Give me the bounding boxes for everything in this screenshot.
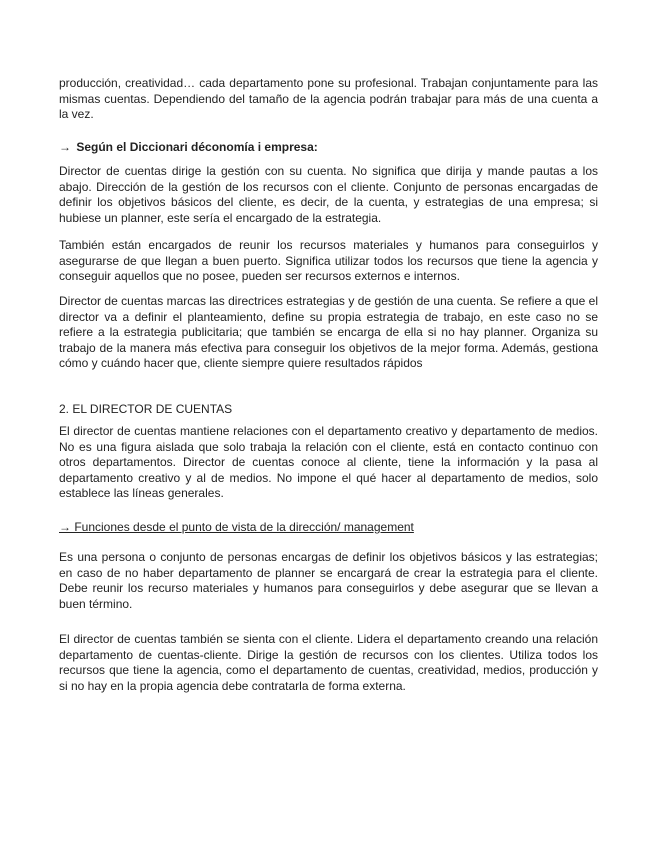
paragraph-director-dirige: Director de cuentas dirige la gestión con su cuenta. No significa que dirija y mande pautas a los abajo. Dirección de la gestión de los recursos con el cliente. Conjunto de personas encargadas de definir los objetivos básicos del cliente, es decir, de la cuenta, y estrategias de una empresa; si hubiese un planner, este sería el encargado de la estrategia. <box>59 164 598 225</box>
paragraph-directrices: Director de cuentas marcas las directrices estrategias y de gestión de una cuenta. Se refiere a que el director va a definir el planteamiento, define su propia estrategia de trabajo, en este caso no se refiere a la estrategia publicitaria; que también se encarga de ella si no hay planner. Organiza su trabajo de la manera más efectiva para conseguir los objetivos de la mejor forma. Además, gestiona cómo y cuándo hacer que, cliente siempre quiere resultados rápidos <box>59 294 598 370</box>
section-heading-director: 2. EL DIRECTOR DE CUENTAS <box>59 402 233 416</box>
heading-funciones <box>59 520 598 536</box>
paragraph-intro: producción, creatividad… cada departamento pone su profesional. Trabajan conjuntamente para las mismas cuentas. Dependiendo del tamaño de la agencia podrán trabajar para más de una cuenta a la vez. <box>59 76 598 121</box>
arrow-right-icon: → <box>59 140 71 154</box>
paragraph-cliente: El director de cuentas también se sienta con el cliente. Lidera el departamento creando una relación departamento de cuentas-cliente. Dirige la gestión de recursos con los clientes. Utiliza todos los recursos que tiene la agencia, como el departamento de cuentas, creatividad, medios, producción y si no hay en la propia agencia debe contratarla de forma externa. <box>59 632 598 693</box>
paragraph-recursos: También están encargados de reunir los recursos materiales y humanos para conseguirlos y asegurarse de que llegan a buen puerto. Significa utilizar todos los recursos que tiene la agencia y conseguir aquellos que no posee, pueden ser recursos externos e internos. <box>59 238 598 283</box>
arrow-right-icon: → <box>59 520 71 534</box>
heading-diccionari <box>59 140 598 156</box>
heading-diccionari-text: Según el Diccionari déconomía i empresa: <box>76 140 318 154</box>
paragraph-relaciones: El director de cuentas mantiene relaciones con el departamento creativo y departamento de medios. No es una figura aislada que solo trabaja la relación con el cliente, está en contacto continuo con otros departamentos. Director de cuentas conoce al cliente, tiene la información y la pasa al departamento creativo y al de medios. No impone el qué hacer al departamento de medios, solo establece las líneas generales. <box>59 424 598 500</box>
heading-funciones-text: Funciones desde el punto de vista de la dirección/ management <box>71 520 414 534</box>
paragraph-persona: Es una persona o conjunto de personas encargas de definir los objetivos básicos y las estrategias; en caso de no haber departamento de planner se encargará de crear la estrategia para el cliente. Debe reunir los recurso materiales y humanos para conseguirlos y debe asegurar que se llevan a buen término. <box>59 550 598 611</box>
